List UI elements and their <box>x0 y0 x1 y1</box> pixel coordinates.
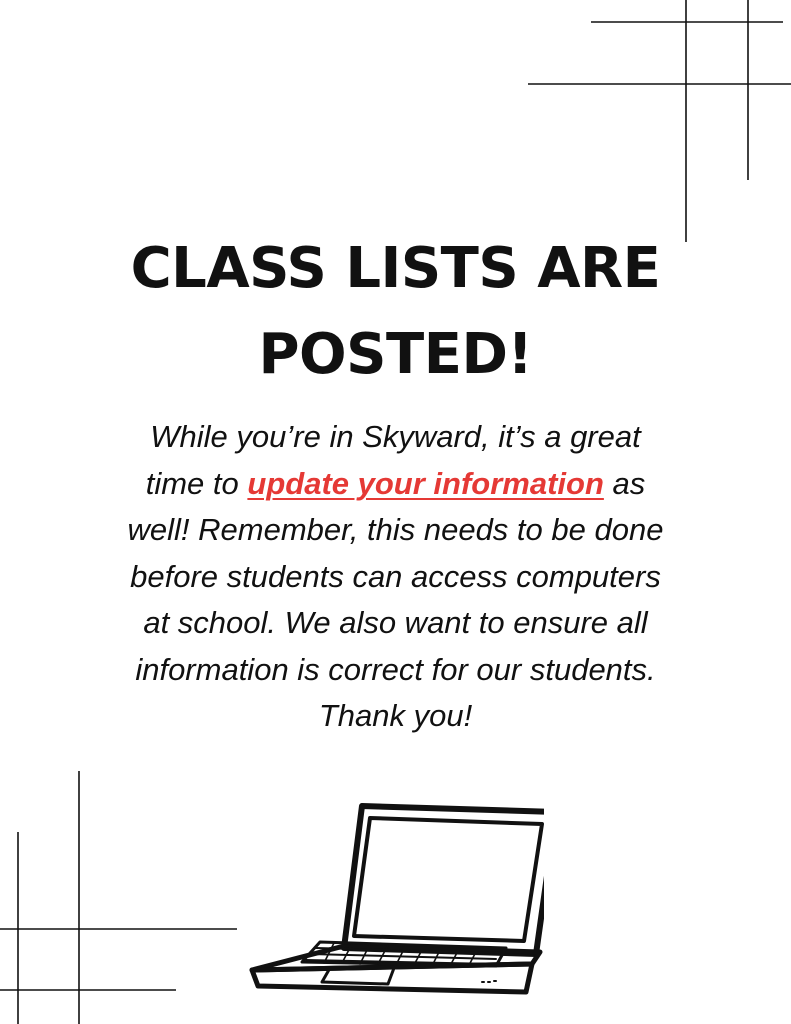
message-line-6: information is correct for our students. <box>135 651 656 687</box>
title-line-2: POSTED! <box>258 322 533 387</box>
page-title <box>0 226 791 398</box>
message-line-4: before students can access computers <box>130 558 661 594</box>
title-line-1: CLASS LISTS ARE <box>130 236 661 301</box>
message-line-2-start: time to <box>145 465 248 501</box>
message-line-3: well! Remember, this needs to be done <box>127 512 664 547</box>
update-information-link[interactable]: update your information <box>247 465 604 501</box>
message-line-2-end: as <box>603 465 646 501</box>
message-line-5: at school. We also want to ensure all <box>143 605 648 640</box>
message-paragraph <box>90 414 701 740</box>
message-line-7: Thank you! <box>318 698 473 733</box>
message-line-2 <box>90 461 701 508</box>
message-line-1: While you’re in Skyward, it’s a great <box>150 419 641 454</box>
laptop-icon <box>244 796 544 1016</box>
